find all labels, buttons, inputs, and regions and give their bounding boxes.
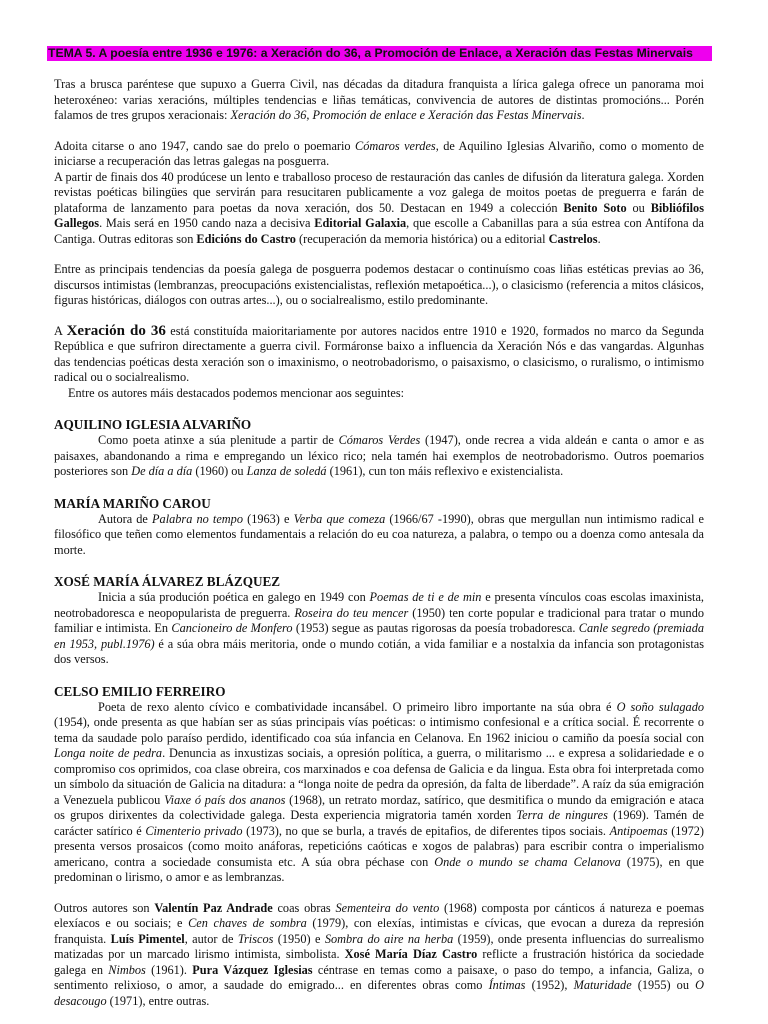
author-heading-alvarez: XOSÉ MARÍA ÁLVAREZ BLÁZQUEZ: [54, 574, 281, 589]
paragraph-marino: Autora de Palabra no tempo (1963) e Verba que comeza (1966/67 -1990), obras que mergullan nun intimismo radical e filosófico que teñen como elementos fundamentais a relación do eu coa natureza, a palabra, o tempo ou a doenza como antesala da morte.: [54, 511, 704, 557]
author-heading-celso: CELSO EMILIO FERREIRO: [54, 683, 226, 699]
author-heading-marino: MARÍA MARIÑO CAROU: [54, 495, 211, 511]
page-title: TEMA 5. A poesía entre 1936 e 1976: a Xeración do 36, a Promoción de Enlace, a Xeración das Festas Minervais: [47, 46, 712, 61]
paragraph-aquilino: Como poeta atinxe a súa plenitude a partir de Cómaros Verdes (1947), onde recrea a vida aldeán e canta o amor e as paisaxes, abandonando a rima e empregando un léxico rico; nela tamén hai exemplos de neotrobadorismo. Outros poemarios posteriores son De día a día (1960) ou Lanza de soledá (1961), cun ton máis reflexivo e existencialista.: [54, 433, 704, 478]
paragraph-alvarez: Inicia a súa produción poética en galego en 1949 con Poemas de ti e de min e presenta vínculos coas escolas imaxinista, neotrobadoresca e neopopularista de preguerra. Roseira do teu mencer (1950) ten corte popular e tradicional para tratar o mundo familiar e intimista. En Cancioneiro de Monfero (1953) segue as pautas rigorosas da poesía trobadoresca. Canle segredo (premiada en 1953, publ.1976) é a súa obra máis meritoria, onde o mundo cotián, a vida familiar e a nostalxia da infancia son protagonistas dos versos.: [54, 590, 704, 666]
paragraph-intro: Tras a brusca paréntese que supuxo a Guerra Civil, nas décadas da ditadura franquista a lírica galega ofrece un panorama moi heteroxéneo: varias xeracións, múltiples tendencias e liñas temáticas, convivencia de autores de distintas promocións... Porén falamos de tres grupos xeracionais: Xeración do 36, Promoción de enlace e Xeración das Festas Minervais.: [54, 77, 704, 122]
paragraph-comaros: Adoita citarse o ano 1947, cando sae do prelo o poemario Cómaros verdes, de Aquilino Iglesias Alvariño, como o momento de iniciarse a recuperación das letras galegas na posguerra.: [54, 138, 705, 168]
paragraph-tendencias: Entre as principais tendencias da poesía galega de posguerra podemos destacar o continuísmo coas liñas estéticas previas ao 36, discursos intimistas (lembranzas, preocupacións existencialistas, reflexión metapoética...), o clasicismo (referencia a mitos clásicos, figuras históricas, diálogos con outras artes...), ou o socialrealismo, estilo predominante.: [54, 262, 704, 307]
paragraph-celso: Poeta de rexo alento cívico e combatividade incansábel. O primeiro libro importante na súa obra é O soño sulagado (1954), onde presenta as que habían ser as súas principais vías poéticas: o intimismo confesional e a crítica social. É recorrente o tema da saudade polo paraíso perdido, identificado coa súa infancia en Celanova. En 1962 iniciou o camiño da poesía social con Longa noite de pedra. Denuncia as inxustizas sociais, a opresión política, a guerra, o militarismo ... e expresa a solidariedade e o compromiso cos oprimidos, coa clase obreira, cos marxinados e coa defensa de Galicia e da lingua. Esta obra foi interpretada como un símbolo da situación de Galicia na ditadura: a “longa noite de pedra da opresión, da falta de liberdade”. A raíz da súa emigración a Venezuela publicou Viaxe ó país dos ananos (1968), un retrato mordaz, satírico, que desmitifica o mundo da emigración e ataca os grupos dirixentes da colectividade galega. Desta experiencia migratoria tamén xorden Terra de ningures (1969). Tamén de carácter satírico é Cimenterio privado (1973), no que se burla, a través de epitafios, de diferentes tipos sociais. Antipoemas (1972) presenta versos prosaicos (como moito anáforas, repeticións caóticas e xogos de palabras) para escribir contra o imperialismo americano, contra a sociedade consumista etc. A súa obra péchase con Onde o mundo se chama Celanova (1975), en que predominan o lirismo, o amor e as lembranzas.: [54, 699, 705, 884]
paragraph-autores-intro: Entre os autores máis destacados podemos mencionar aos seguintes:: [68, 385, 405, 400]
paragraph-outros-autores: Outros autores son Valentín Paz Andrade coas obras Sementeira do vento (1968) composta por cánticos á natureza e poemas elexíacos e ou sociais; e Cen chaves de sombra (1979), con elexías, intimistas e cívicas, que evocan a dureza da represión franquista. Luís Pimentel, autor de Triscos (1950) e Sombra do aire na herba (1959), onde presenta influencias do surrealismo matizadas por un marcado lirismo intimista, simbolista. Xosé María Díaz Castro reflicte a frustración histórica da sociedade galega en Nimbos (1961). Pura Vázquez Iglesias céntrase en temas como a paisaxe, o paso do tempo, a infancia, Galiza, o sentimento relixioso, o amor, a saudade do emigrado... en diferentes obras como Íntimas (1952), Maturidade (1955) ou O desacougo (1971), entre outras.: [54, 900, 704, 1008]
document-body: [54, 77, 704, 1009]
paragraph-restauracion: A partir de finais dos 40 prodúcese un lento e traballoso proceso de restauración das canles de difusión da literatura galega. Xorden revistas poéticas bilingües que servirán para resucitaren publicamente a voz galega de moitos poetas de preguerra e farán de plataforma de lanzamento para poetas da nova xeración, dos 50. Destacan en 1949 a colección Benito Soto ou Bibliófilos Gallegos. Mais será en 1950 cando naza a decisiva Editorial Galaxia, que escolle a Cabanillas para a súa estrea con Antífona da Cantiga. Outras editoras son Edicións do Castro (recuperación da memoria histórica) ou a editorial Castrelos.: [54, 169, 704, 246]
author-heading-aquilino: AQUILINO IGLESIA ALVARIÑO: [54, 417, 252, 432]
paragraph-xeracion-36: A Xeración do 36 está constituída maioritariamente por autores nacidos entre 1910 e 1920, formados no marco da Segunda República e que sufriron directamente a guerra civil. Formáronse baixo a influencia da Xeración Nós e das vangardas. Algunhas das tendencias poéticas desta xeración son o imaxinismo, o neotrobadorismo, o paisaxismo, o clasicismo, o ruralismo, o intimismo radical ou o socialrealismo.: [54, 322, 704, 384]
